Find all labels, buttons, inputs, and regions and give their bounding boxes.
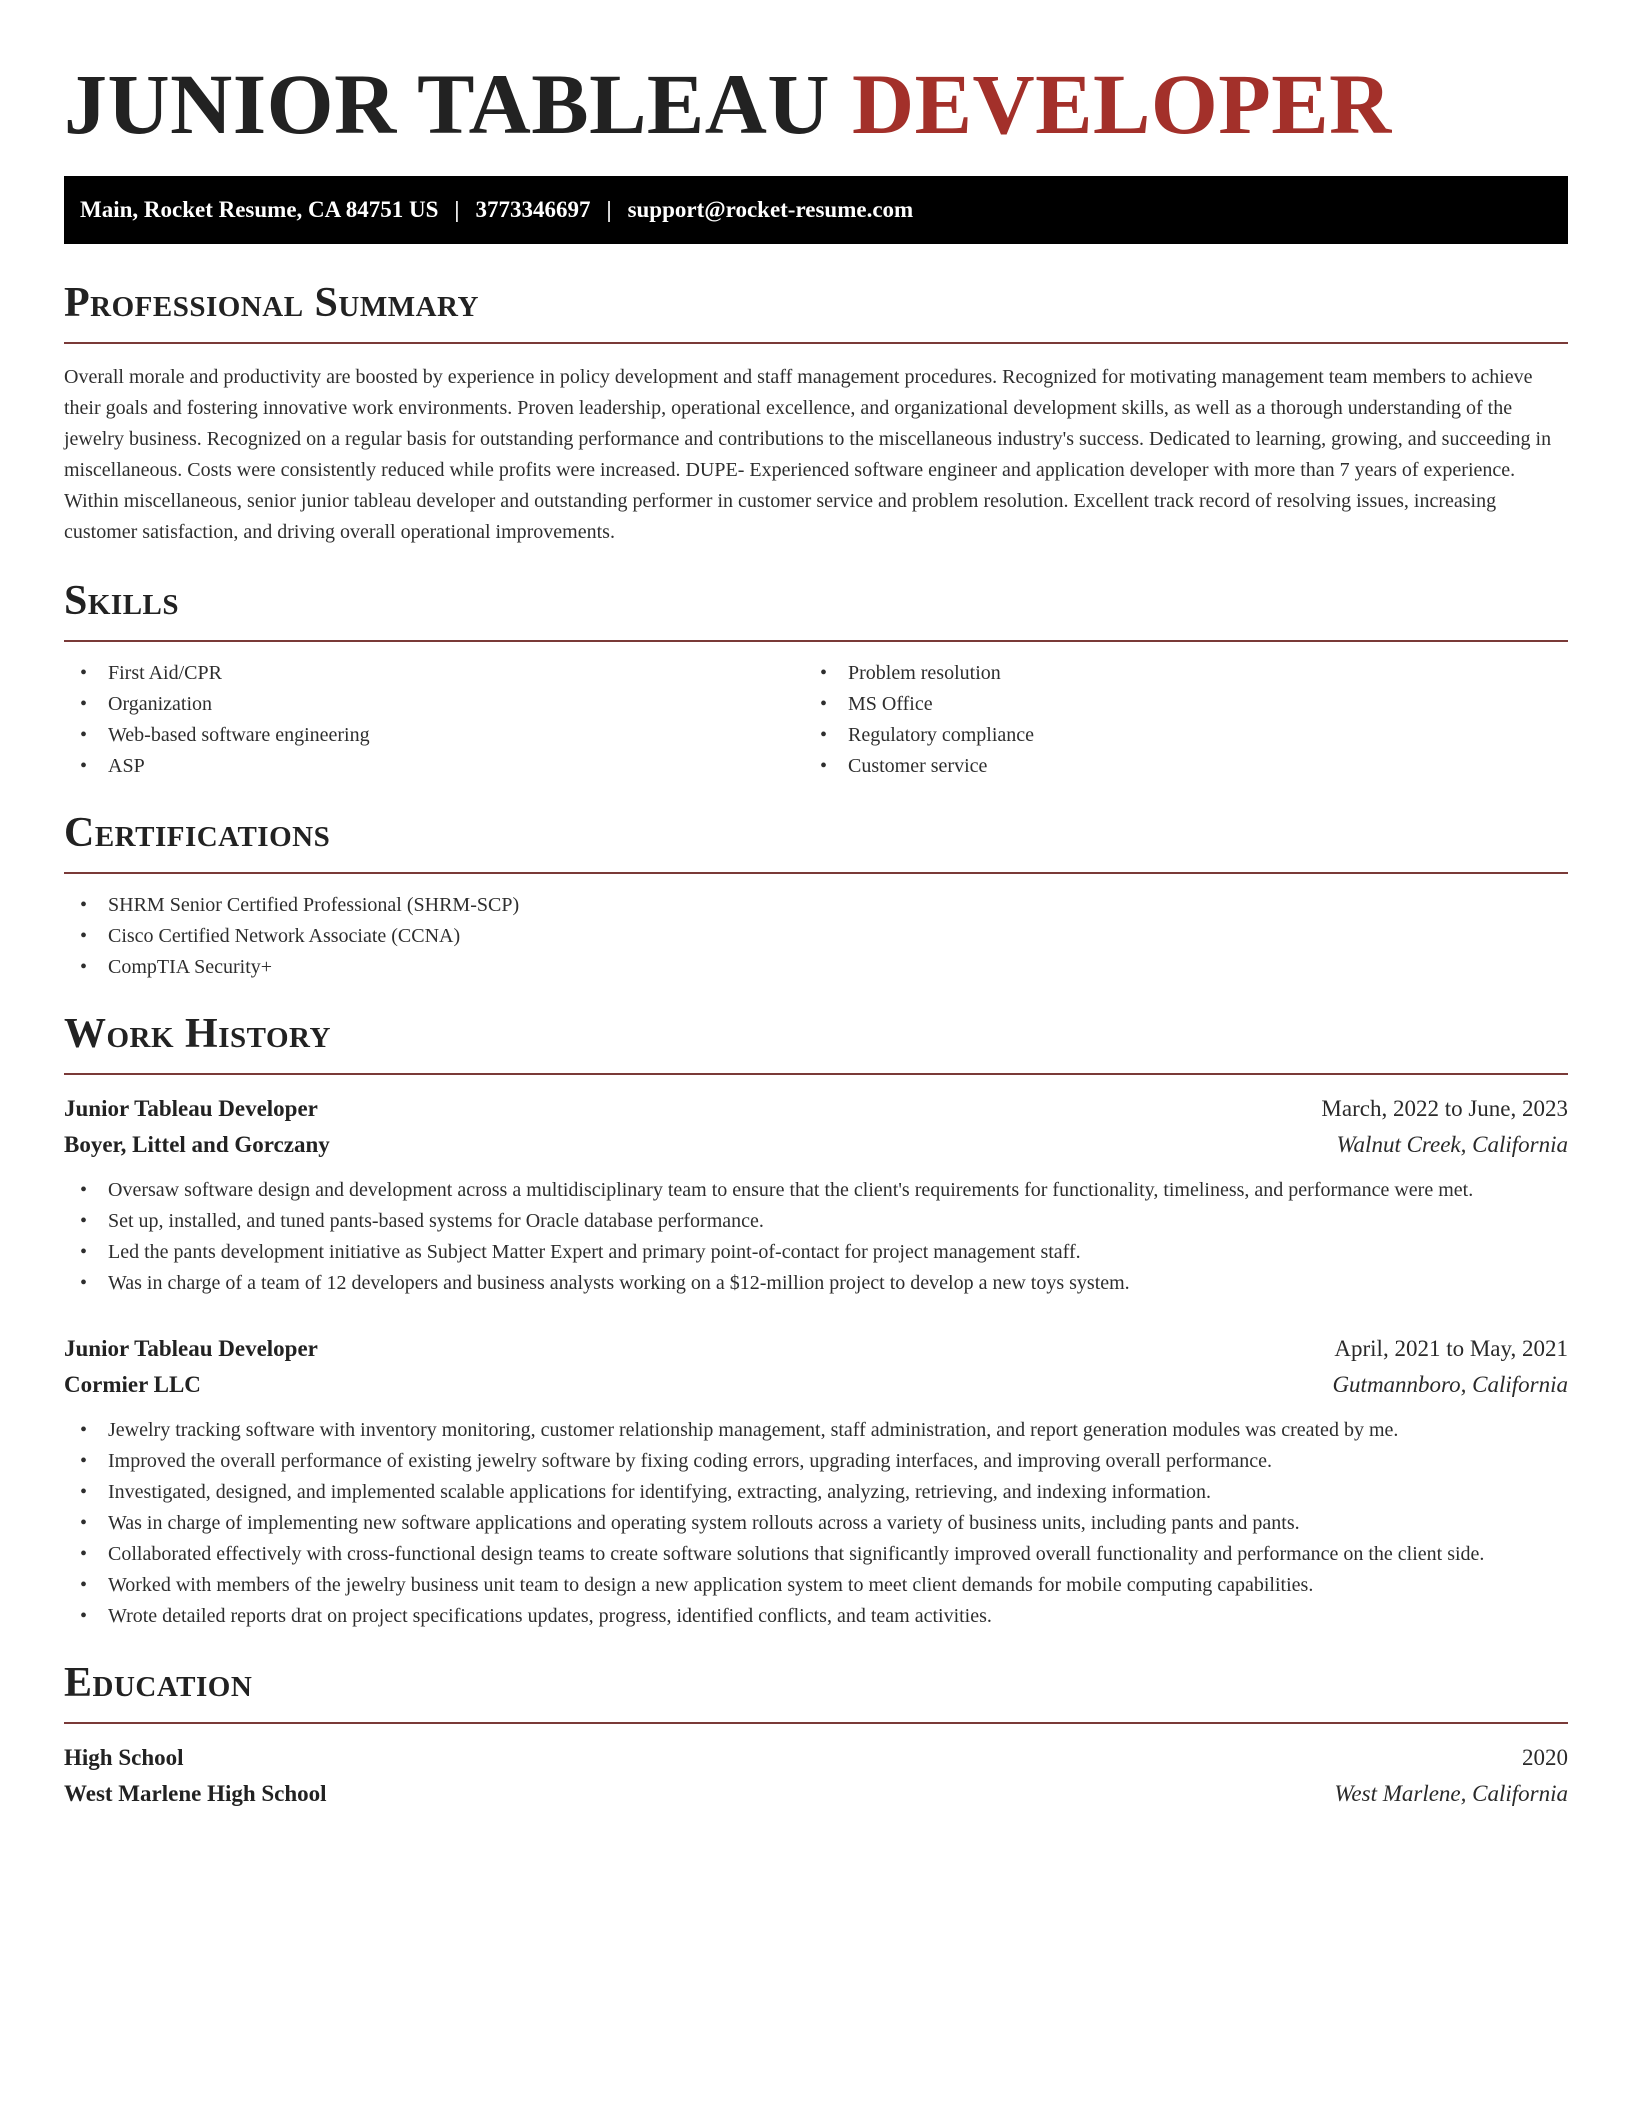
job-header	[64, 1331, 1568, 1367]
job-header	[64, 1091, 1568, 1127]
skill-item: • Problem resolution	[804, 658, 1544, 689]
skill-item: • Web-based software engineering	[64, 720, 804, 751]
job-bullet: • Wrote detailed reports drat on project specifications updates, progress, identified conflicts, and team activities.	[64, 1601, 1568, 1632]
contact-phone: 3773346697	[475, 197, 591, 222]
job-bullet: • Improved the overall performance of existing jewelry software by fixing coding errors, upgrading interfaces, and improving overall performance.	[64, 1446, 1568, 1477]
job-title: Junior Tableau Developer	[64, 1096, 318, 1121]
name-last: DEVELOPER	[852, 56, 1392, 152]
certification-item: • CompTIA Security+	[64, 952, 1568, 983]
education-subheader	[64, 1776, 1568, 1812]
section-title-education: Education	[64, 1660, 253, 1706]
certifications-list	[64, 890, 1568, 983]
job-company: Cormier LLC	[64, 1372, 201, 1397]
education-location: West Marlene, California	[1334, 1781, 1568, 1806]
job-bullet: • Was in charge of implementing new software applications and operating system rollouts across a variety of business units, including pants and pants.	[64, 1508, 1568, 1539]
summary-section	[64, 278, 1568, 548]
job-location: Walnut Creek, California	[1336, 1132, 1568, 1157]
section-divider	[64, 1722, 1568, 1724]
job-bullet: • Was in charge of a team of 12 developers and business analysts working on a $12-million project to develop a new toys system.	[64, 1268, 1568, 1299]
summary-text: Overall morale and productivity are boosted by experience in policy development and staff management procedures. Recognized for motivating management team members to achieve their goals and fostering innovative work environments. Proven leadership, operational excellence, and organizational development skills, as well as a thorough understanding of the jewelry business. Recognized on a regular basis for outstanding performance and contributions to the miscellaneous industry's success. Dedicated to learning, growing, and succeeding in miscellaneous. Costs were consistently reduced while profits were increased. DUPE- Experienced software engineer and application developer with more than 7 years of experience. Within miscellaneous, senior junior tableau developer and outstanding performer in customer service and problem resolution. Excellent track record of resolving issues, increasing customer satisfaction, and driving overall operational improvements.	[64, 366, 1552, 543]
contact-bar	[64, 176, 1568, 244]
skill-item: • MS Office	[804, 689, 1544, 720]
education-section	[64, 1658, 1568, 1812]
contact-separator: |	[606, 197, 612, 222]
job-company: Boyer, Littel and Gorczany	[64, 1132, 330, 1157]
job-bullet: • Investigated, designed, and implemented scalable applications for identifying, extracting, analyzing, retrieving, and indexing information.	[64, 1477, 1568, 1508]
skill-item: • Regulatory compliance	[804, 720, 1544, 751]
skills-section	[64, 576, 1568, 782]
education-school: West Marlene High School	[64, 1781, 327, 1806]
education-year: 2020	[1522, 1745, 1568, 1770]
job-dates: April, 2021 to May, 2021	[1334, 1336, 1568, 1361]
section-divider	[64, 1073, 1568, 1075]
job-subheader	[64, 1127, 1568, 1163]
section-divider	[64, 872, 1568, 874]
job-bullets	[64, 1175, 1568, 1299]
job-bullet: • Led the pants development initiative as Subject Matter Expert and primary point-of-contact for project management staff.	[64, 1237, 1568, 1268]
job-subheader	[64, 1367, 1568, 1403]
name-first: JUNIOR TABLEAU	[64, 56, 831, 152]
skill-item: • First Aid/CPR	[64, 658, 804, 689]
job-bullet: • Worked with members of the jewelry business unit team to design a new application system to meet client demands for mobile computing capabilities.	[64, 1570, 1568, 1601]
education-entry	[64, 1740, 1568, 1812]
job-bullet: • Set up, installed, and tuned pants-based systems for Oracle database performance.	[64, 1206, 1568, 1237]
job-bullet: • Jewelry tracking software with inventory monitoring, customer relationship management, staff administration, and report generation modules was created by me.	[64, 1415, 1568, 1446]
resume-name	[64, 0, 1568, 152]
section-title-summary: Professional Summary	[64, 280, 479, 326]
job-bullet: • Oversaw software design and development across a multidisciplinary team to ensure that the client's requirements for functionality, timeliness, and performance were met.	[64, 1175, 1568, 1206]
job-bullets	[64, 1415, 1568, 1632]
job-title: Junior Tableau Developer	[64, 1336, 318, 1361]
skills-left-list	[64, 658, 804, 782]
job-location: Gutmannboro, California	[1332, 1372, 1568, 1397]
section-title-certifications: Certifications	[64, 810, 331, 856]
education-degree: High School	[64, 1745, 184, 1770]
section-divider	[64, 342, 1568, 344]
job-bullet: • Collaborated effectively with cross-functional design teams to create software solutions that significantly improved overall functionality and performance on the client side.	[64, 1539, 1568, 1570]
skills-columns	[64, 658, 1568, 782]
section-title-work: Work History	[64, 1011, 331, 1057]
skills-right-list	[804, 658, 1544, 782]
skill-item: • Customer service	[804, 751, 1544, 782]
education-header	[64, 1740, 1568, 1776]
certification-item: • SHRM Senior Certified Professional (SHRM-SCP)	[64, 890, 1568, 921]
section-title-skills: Skills	[64, 578, 180, 624]
certifications-section	[64, 808, 1568, 983]
job-entry	[64, 1091, 1568, 1299]
contact-email: support@rocket-resume.com	[627, 197, 914, 222]
contact-separator: |	[454, 197, 460, 222]
work-section	[64, 1009, 1568, 1632]
section-divider	[64, 640, 1568, 642]
job-dates: March, 2022 to June, 2023	[1321, 1096, 1568, 1121]
skill-item: • ASP	[64, 751, 804, 782]
skill-item: • Organization	[64, 689, 804, 720]
contact-address: Main, Rocket Resume, CA 84751 US	[80, 197, 439, 222]
certification-item: • Cisco Certified Network Associate (CCNA)	[64, 921, 1568, 952]
job-entry	[64, 1331, 1568, 1632]
